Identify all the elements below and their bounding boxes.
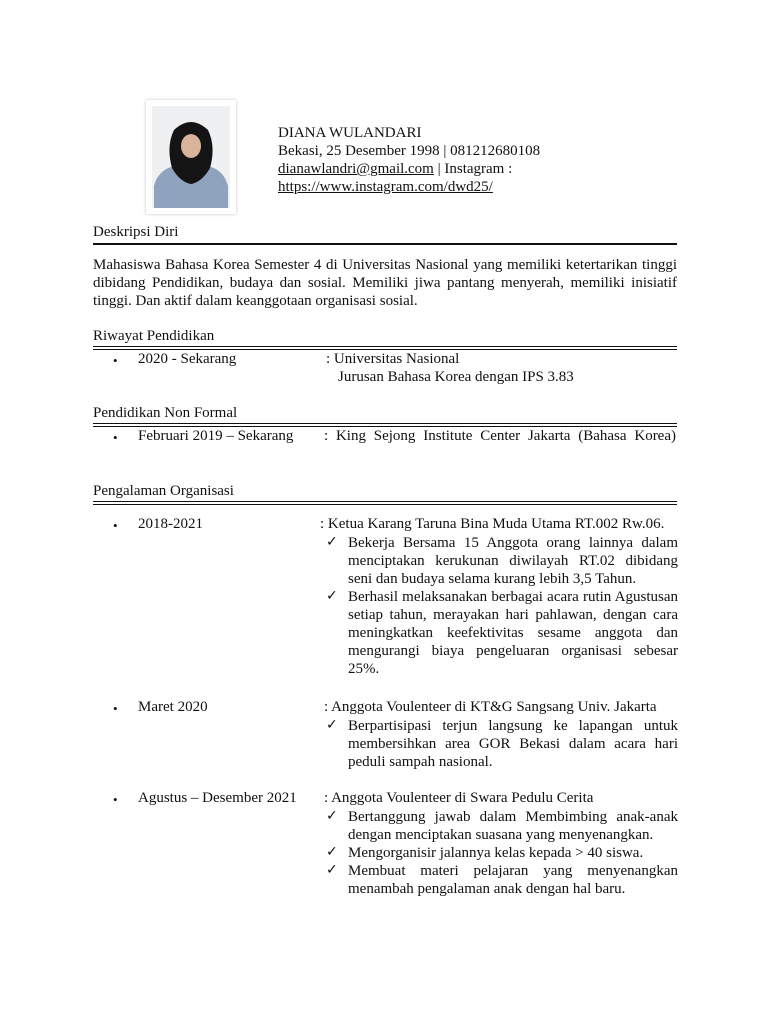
pendidikan-period: 2020 - Sekarang: [138, 351, 237, 367]
org-point: ✓ Membuat materi pelajaran yang menyenangkan menambah pengalaman anak dengan hal baru.: [326, 862, 678, 897]
check-icon: ✓: [326, 534, 338, 550]
bullet-icon: •: [113, 701, 118, 716]
check-icon: ✓: [326, 717, 338, 733]
profile-photo: [146, 100, 236, 214]
org-role: : Anggota Voulenteer di Swara Pedulu Cerita: [324, 790, 594, 806]
org-point: ✓ Berhasil melaksanakan berbagai acara rutin Agustusan setiap tahun, merayakan hari pahlawan, dengan cara meningkatkan keefektivitas sesame anggota dan mengurangi biaya pengeluaran organisasi sebesar 25%.: [326, 588, 678, 677]
org-point: ✓ Mengorganisir jalannya kelas kepada > 40 siswa.: [326, 844, 644, 861]
section-title-deskripsi: Deskripsi Diri: [93, 224, 179, 240]
org-role: : Ketua Karang Taruna Bina Muda Utama RT.002 Rw.06.: [320, 516, 665, 532]
section-divider: [93, 346, 677, 350]
org-point: ✓ Bekerja Bersama 15 Anggota orang lainnya dalam menciptakan kerukunan diwilayah RT.02 dibidang seni dan budaya selama kurang lebih 3,5 Tahun.: [326, 534, 678, 587]
check-icon: ✓: [326, 808, 338, 824]
section-divider: [93, 423, 677, 427]
email-link[interactable]: dianawlandri@gmail.com: [278, 161, 434, 177]
org-point: ✓ Bertanggung jawab dalam Membimbing anak-anak dengan menciptakan suasana yang menyenangkan.: [326, 808, 678, 843]
check-icon: ✓: [326, 588, 338, 604]
bullet-icon: •: [113, 518, 118, 533]
org-period: Agustus – Desember 2021: [138, 790, 297, 806]
check-icon: ✓: [326, 862, 338, 878]
non-formal-institution: : King Sejong Institute Center Jakarta (Bahasa Korea): [324, 428, 676, 444]
deskripsi-text: Mahasiswa Bahasa Korea Semester 4 di Universitas Nasional yang memiliki ketertarikan tinggi dibidang Pendidikan, budaya dan sosial. Memiliki jiwa pantang menyerah, memiliki inisiatif tinggi. Dan aktif dalam keanggotaan organisasi sosial.: [93, 257, 677, 309]
full-name: DIANA WULANDARI: [278, 125, 422, 141]
instagram-link[interactable]: https://www.instagram.com/dwd25/: [278, 179, 493, 195]
section-title-organisasi: Pengalaman Organisasi: [93, 483, 234, 499]
org-period: Maret 2020: [138, 699, 208, 715]
bullet-icon: •: [113, 353, 118, 368]
email-line: [278, 160, 540, 178]
bullet-icon: •: [113, 430, 118, 445]
org-point: ✓ Berpartisipasi terjun langsung ke lapangan untuk membersihkan area GOR Bekasi dalam acara hari peduli sampah nasional.: [326, 717, 678, 770]
header-contact: [278, 124, 540, 196]
section-divider: [93, 243, 677, 245]
section-title-pendidikan: Riwayat Pendidikan: [93, 328, 215, 344]
instagram-label: | Instagram :: [433, 161, 513, 177]
birth-phone: Bekasi, 25 Desember 1998 | 081212680108: [278, 143, 541, 159]
section-title-non-formal: Pendidikan Non Formal: [93, 405, 238, 421]
profile-photo-illustration: [152, 106, 230, 208]
org-period: 2018-2021: [138, 516, 203, 532]
pendidikan-institution: : Universitas Nasional: [326, 351, 460, 367]
bullet-icon: •: [113, 792, 118, 807]
section-divider: [93, 501, 677, 505]
org-role: : Anggota Voulenteer di KT&G Sangsang Univ. Jakarta: [324, 699, 657, 715]
pendidikan-detail: Jurusan Bahasa Korea dengan IPS 3.83: [338, 369, 574, 385]
non-formal-period: Februari 2019 – Sekarang: [138, 428, 294, 444]
check-icon: ✓: [326, 844, 338, 860]
